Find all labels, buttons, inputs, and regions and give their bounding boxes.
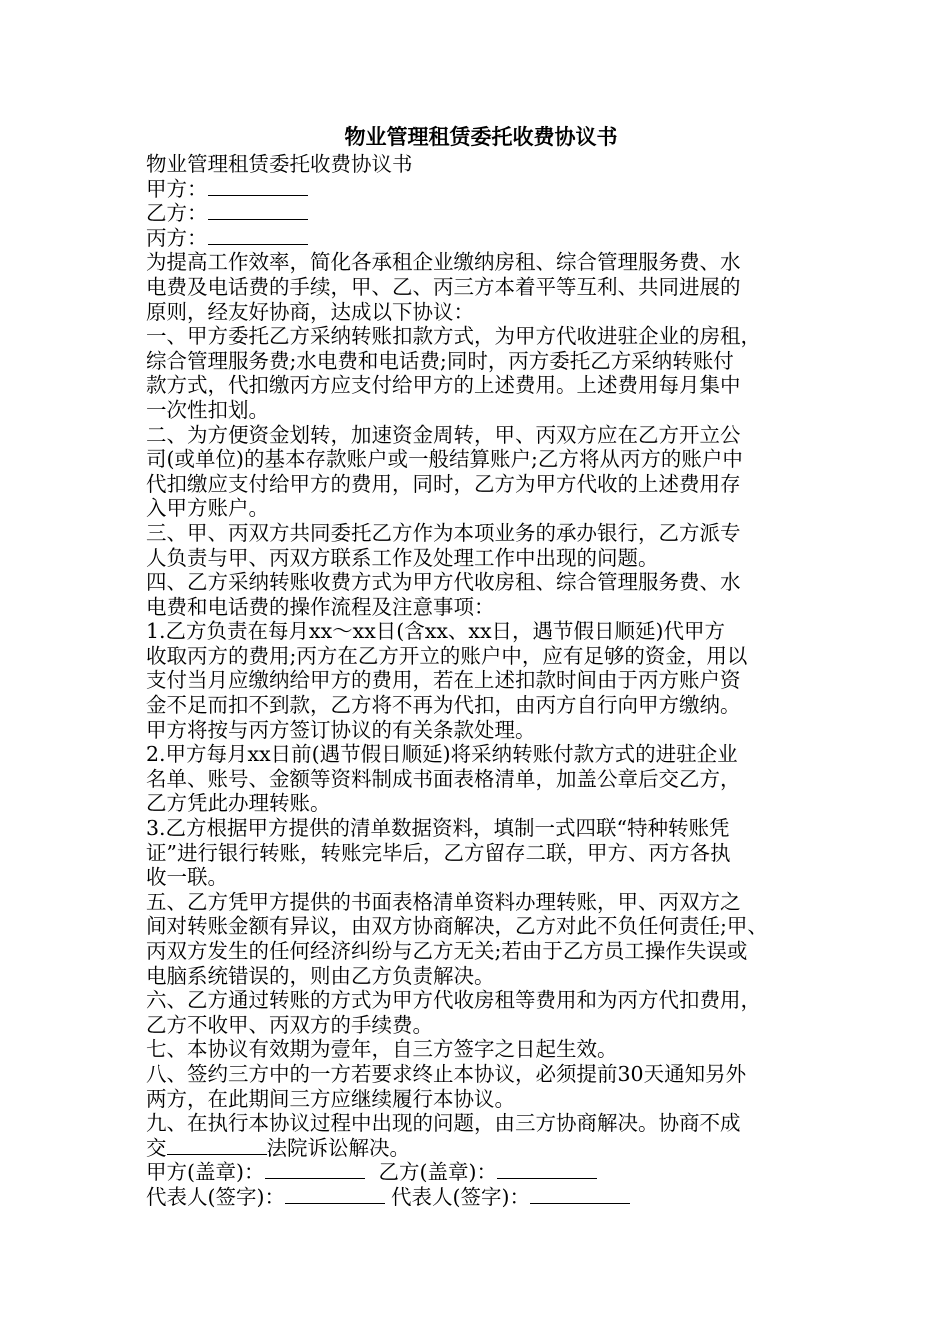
document-page [146,122,816,1210]
party-a-seal-label: 甲方(盖章)： [146,1160,265,1185]
rep-b-sign-label: 代表人(签字)： [391,1184,530,1209]
party-c-line [146,226,816,251]
body-line: 电费及电话费的手续，甲、乙、丙三方本着平等互利、共同进展的 [146,274,741,299]
body-line: 原则，经友好协商，达成以下协议： [146,299,474,324]
clause-4-1-line: 收取丙方的费用;丙方在乙方开立的账户中，应有足够的资金，用以 [146,643,748,668]
clause-7-line: 七、本协议有效期为壹年，自三方签字之日起生效。 [146,1037,618,1062]
rep-b-sign-blank [530,1185,630,1204]
clause-2-line: 代扣缴应支付给甲方的费用，同时，乙方为甲方代收的上述费用存 [146,471,741,496]
clause-2-line: 入甲方账户。 [146,496,269,521]
court-blank [167,1136,267,1155]
party-b-seal-label: 乙方(盖章)： [378,1160,497,1185]
clause-1-line: 款方式，代扣缴丙方应支付给甲方的上述费用。上述费用每月集中 [146,373,741,398]
clause-1-line: 一、甲方委托乙方采纳转账扣款方式，为甲方代收进驻企业的房租， [146,324,761,349]
clause-3-line: 人负责与甲、丙双方联系工作及处理工作中出现的问题。 [146,545,659,570]
clause-4-3-line: 3.乙方根据甲方提供的清单数据资料，填制一式四联“特种转账凭 [146,816,730,841]
clause-4-1-line: 金不足而扣不到款，乙方将不再为代扣，由丙方自行向甲方缴纳。 [146,693,741,718]
clause-4-line: 电费和电话费的操作流程及注意事项： [146,594,495,619]
clause-2-line: 二、为方便资金划转，加速资金周转，甲、丙双方应在乙方开立公 [146,422,741,447]
clause-4-1-line: 甲方将按与丙方签订协议的有关条款处理。 [146,717,536,742]
clause-5-line: 五、乙方凭甲方提供的书面表格清单资料办理转账，甲、丙双方之 [146,889,741,914]
clause-5-line: 电脑系统错误的，则由乙方负责解决。 [146,963,495,988]
clause-6-line: 乙方不收甲、丙双方的手续费。 [146,1012,433,1037]
rep-a-sign-blank [285,1185,385,1204]
clause-4-1-line: 1.乙方负责在每月xx～xx日(含xx、xx日，遇节假日顺延)代甲方 [146,619,726,644]
party-c-label: 丙方： [146,225,208,250]
clause-8-line: 两方，在此期间三方应继续履行本协议。 [146,1086,515,1111]
clause-4-1-line: 支付当月应缴纳给甲方的费用，若在上述扣款时间由于丙方账户资 [146,668,741,693]
party-a-label: 甲方： [146,176,208,201]
party-b-label: 乙方： [146,201,208,226]
party-c-blank [208,226,308,245]
clause-5-line: 间对转账金额有异议，由双方协商解决，乙方对此不负任何责任;甲、 [146,914,768,939]
seal-line [146,1160,816,1185]
clause-4-line: 四、乙方采纳转账收费方式为甲方代收房租、综合管理服务费、水 [146,570,741,595]
clause-4-2-line: 2.甲方每月xx日前(遇节假日顺延)将采纳转账付款方式的进驻企业 [146,742,738,767]
document-title: 物业管理租赁委托收费协议书 [344,124,618,149]
clause-9-suffix: 法院诉讼解决。 [266,1135,410,1160]
clause-9-prefix: 交 [146,1135,167,1160]
clause-4-2-line: 名单、账号、金额等资料制成书面表格清单，加盖公章后交乙方， [146,766,741,791]
clause-1-line: 综合管理服务费;水电费和电话费;同时，丙方委托乙方采纳转账付 [146,348,734,373]
clause-6-line: 六、乙方通过转账的方式为甲方代收房租等费用和为丙方代扣费用， [146,988,761,1013]
clause-1-line: 一次性扣划。 [146,397,269,422]
clause-8-line: 八、签约三方中的一方若要求终止本协议，必须提前30天通知另外 [146,1061,747,1086]
party-b-line [146,201,816,226]
clause-4-3-line: 证”进行银行转账，转账完毕后，乙方留存二联，甲方、丙方各执 [146,840,731,865]
clause-5-line: 丙双方发生的任何经济纠纷与乙方无关;若由于乙方员工操作失误或 [146,939,748,963]
body-line: 为提高工作效率，简化各承租企业缴纳房租、综合管理服务费、水 [146,250,741,275]
clause-9-court-line [146,1136,816,1161]
party-a-seal-blank [265,1160,365,1179]
document-subtitle: 物业管理租赁委托收费协议书 [146,152,413,176]
rep-a-sign-label: 代表人(签字)： [146,1184,285,1209]
party-b-seal-blank [497,1160,597,1179]
clause-3-line: 三、甲、丙双方共同委托乙方作为本项业务的承办银行，乙方派专 [146,520,741,545]
clause-9-line: 九、在执行本协议过程中出现的问题，由三方协商解决。协商不成 [146,1111,741,1136]
party-a-line [146,177,816,202]
party-b-blank [208,201,308,220]
clause-2-line: 司(或单位)的基本存款账户或一般结算账户;乙方将从丙方的账户中 [146,447,743,472]
signature-line [146,1185,816,1210]
clause-4-3-line: 收一联。 [146,865,228,890]
party-a-blank [208,177,308,196]
clause-4-2-line: 乙方凭此办理转账。 [146,791,331,816]
